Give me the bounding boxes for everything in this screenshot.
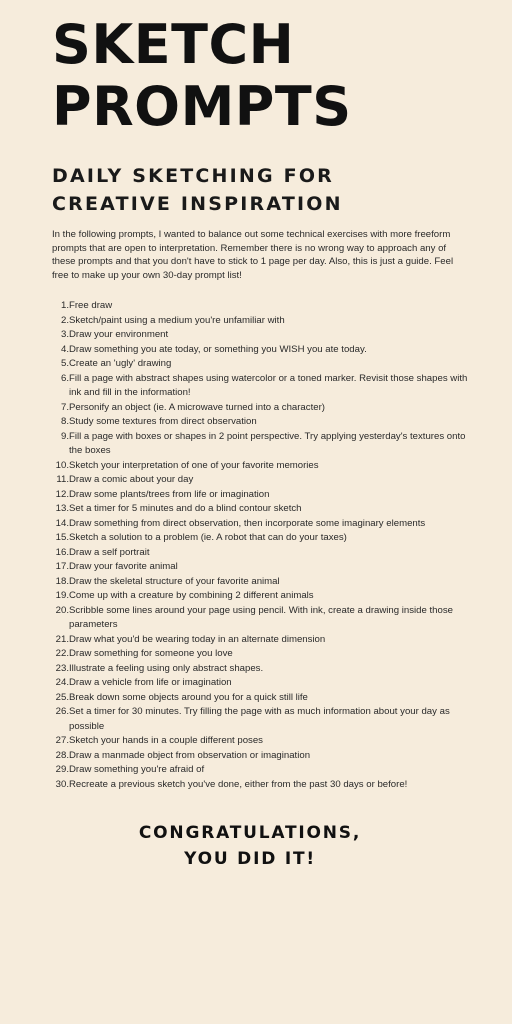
prompt-item [52,299,472,314]
closing-line-2: YOU DID IT! [184,849,316,869]
prompt-number: 19. [55,590,69,601]
prompt-number: 7. [60,401,69,413]
prompt-text: Draw something you ate today, or something you WISH you ate today. [69,343,367,355]
prompt-item [52,415,472,430]
prompt-item [52,691,472,706]
prompt-number: 5. [60,358,69,369]
prompt-item [52,502,472,517]
prompt-item [52,343,472,358]
prompt-text: Sketch a solution to a problem (ie. A robot that can do your taxes) [69,532,347,543]
prompt-text: Draw something you're afraid of [69,764,205,775]
prompt-item [52,676,472,691]
prompt-text: Set a timer for 30 minutes. Try filling the page with as much information about your day as possible [69,706,450,732]
prompt-item [52,604,472,633]
prompt-number: 16. [55,546,69,558]
prompt-text: Draw the skeletal structure of your favorite animal [69,575,280,587]
prompt-number: 8. [60,416,69,427]
prompt-text: Draw your environment [69,329,169,340]
prompt-item [52,430,472,459]
prompt-text: Sketch your interpretation of one of your favorite memories [69,459,319,471]
prompt-text: Fill a page with boxes or shapes in 2 point perspective. Try applying yesterday's textures onto the boxes [69,430,466,456]
prompt-item [52,473,472,488]
prompt-text: Come up with a creature by combining 2 different animals [69,590,314,601]
prompt-text: Sketch/paint using a medium you're unfamiliar with [69,314,285,326]
prompt-number: 1. [60,300,69,311]
prompt-item [52,734,472,749]
prompt-text: Break down some objects around you for a quick still life [69,691,308,703]
prompt-item [52,488,472,503]
closing-message [0,820,500,872]
prompt-number: 26. [55,706,69,717]
prompt-item [52,560,472,575]
prompt-text: Draw something for someone you love [69,648,233,659]
prompt-item [52,328,472,343]
prompt-number: 22. [55,648,69,659]
prompt-text: Set a timer for 5 minutes and do a blind contour sketch [69,503,302,514]
prompt-item [52,531,472,546]
prompt-text: Study some textures from direct observation [69,416,257,427]
title-line-1: SKETCH [52,13,295,76]
prompt-number: 30. [55,778,69,790]
prompt-text: Draw some plants/trees from life or imagination [69,488,270,500]
prompt-number: 28. [55,749,69,761]
prompt-number: 2. [60,314,69,326]
prompt-list [52,299,472,792]
prompt-number: 6. [60,372,69,384]
prompt-number: 24. [55,677,69,688]
prompt-item [52,546,472,561]
prompt-number: 14. [55,517,69,529]
closing-line-1: CONGRATULATIONS, [138,823,362,843]
prompt-item [52,763,472,778]
prompt-item [52,705,472,734]
prompt-number: 29. [55,764,69,775]
prompt-number: 23. [55,662,69,674]
prompt-text: Draw a manmade object from observation or imagination [69,749,311,761]
prompt-number: 25. [55,691,69,703]
prompt-text: Draw a vehicle from life or imagination [69,677,232,688]
prompt-number: 3. [60,329,69,340]
prompt-item [52,314,472,329]
prompt-number: 17. [55,561,69,572]
prompt-text: Sketch your hands in a couple different poses [69,735,263,746]
prompt-number: 11. [56,474,69,485]
page-title [52,14,352,138]
prompt-text: Draw a self portrait [69,546,150,558]
prompt-text: Free draw [69,300,113,311]
prompt-item [52,372,472,401]
title-line-2: PROMPTS [52,75,352,138]
prompt-number: 15. [55,532,69,543]
page-subtitle [52,162,343,218]
prompt-item [52,778,472,793]
prompt-text: Draw a comic about your day [69,474,194,485]
prompt-number: 12. [55,488,69,500]
prompt-number: 9. [60,430,69,442]
prompt-item [52,357,472,372]
prompt-text: Illustrate a feeling using only abstract shapes. [69,662,264,674]
prompt-number: 20. [55,604,69,616]
prompt-item [52,575,472,590]
prompt-number: 18. [55,575,69,587]
prompt-text: Fill a page with abstract shapes using watercolor or a toned marker. Revisit those shapes with ink and fill in the information! [69,372,468,398]
prompt-text: Recreate a previous sketch you've done, either from the past 30 days or before! [69,778,408,790]
prompt-item [52,662,472,677]
prompt-text: Draw something from direct observation, then incorporate some imaginary elements [69,517,426,529]
prompt-number: 21. [55,633,69,645]
prompt-number: 27. [55,735,69,746]
prompt-number: 4. [60,343,69,355]
prompt-text: Scribble some lines around your page using pencil. With ink, create a drawing inside those parameters [69,604,453,630]
prompt-item [52,517,472,532]
prompt-item [52,459,472,474]
prompt-item [52,647,472,662]
prompt-item [52,401,472,416]
intro-paragraph: In the following prompts, I wanted to balance out some technical exercises with more freeform prompts that are open to interpretation. Remember there is no wrong way to approach any of these prompts and that you don't have to stick to 1 page per day. Also, this is just a guide. Feel free to make up your own 30-day prompt list! [52,229,454,282]
prompt-number: 13. [55,503,69,514]
prompt-item [52,589,472,604]
prompt-text: Draw what you'd be wearing today in an alternate dimension [69,633,326,645]
prompt-text: Personify an object (ie. A microwave turned into a character) [69,401,325,413]
prompt-item [52,749,472,764]
prompt-text: Draw your favorite animal [69,561,178,572]
subtitle-line-2: CREATIVE INSPIRATION [52,193,343,215]
prompt-item [52,633,472,648]
prompt-number: 10. [55,459,69,471]
subtitle-line-1: DAILY SKETCHING FOR [52,165,334,187]
prompt-text: Create an 'ugly' drawing [69,358,172,369]
